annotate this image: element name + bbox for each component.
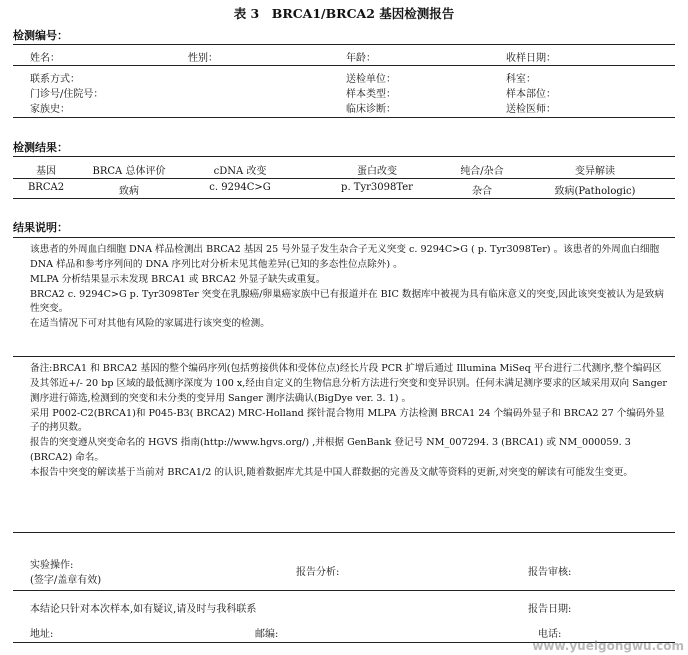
- patient-number-field: 门诊号/住院号：: [30, 89, 104, 100]
- divider: [13, 65, 675, 66]
- explanation-paragraph: 在适当情况下可对其他有风险的家属进行该突变的检测。: [30, 318, 270, 330]
- explanation-paragraph: MLPA 分析结果显示未发现 BRCA1 或 BRCA2 外显子缺失或重复。: [30, 273, 326, 285]
- age-field: 年龄：: [346, 53, 376, 64]
- signature-note: (签字/盖章有效): [30, 575, 102, 586]
- gender-field: 性别：: [188, 53, 218, 64]
- watermark: www.yueigongwu.com: [532, 639, 684, 653]
- department-field: 科室：: [506, 74, 536, 85]
- table-cell: 致病(Pathologic): [554, 186, 636, 197]
- sample-site-field: 样本部位：: [506, 89, 556, 100]
- table-header: 蛋白改变: [357, 166, 397, 177]
- results-label: 检测结果：: [13, 141, 68, 154]
- divider: [13, 44, 675, 45]
- notes-paragraph: 报告的突变遵从突变命名的 HGVS 指南(http://www.hgvs.org/) ,并根据 GenBank 登记号 NM_007294. 3 (BRCA1) 或 NM_000059. 3 (BRCA2) 命名。: [30, 437, 631, 464]
- divider: [13, 156, 675, 157]
- table-cell: c. 9294C>G: [209, 182, 271, 193]
- notes-paragraph: 采用 P002-C2(BRCA1)和 P045-B3( BRCA2) MRC-Holland 探针混合物用 MLPA 方法检测 BRCA1 24 个编码外显子和 BRCA2 27 个编码外显子的拷贝数。: [30, 407, 665, 434]
- divider: [13, 590, 675, 591]
- name-field: 姓名：: [30, 53, 60, 64]
- report-title: 表 3 BRCA1/BRCA2 基因检测报告: [233, 6, 455, 21]
- address-label: 地址:: [30, 629, 54, 640]
- table-header: cDNA 改变: [213, 166, 267, 177]
- family-history-field: 家族史：: [30, 104, 70, 115]
- divider: [13, 198, 675, 199]
- explanation-text: [30, 243, 670, 332]
- table-header: 变异解读: [575, 166, 615, 177]
- table-header: BRCA 总体评价: [92, 166, 166, 177]
- sending-unit-field: 送检单位：: [346, 74, 396, 85]
- experiment-label: 实验操作:: [30, 560, 74, 571]
- doctor-field: 送检医师：: [506, 104, 556, 115]
- table-cell: p. Tyr3098Ter: [341, 182, 413, 193]
- table-header: 纯合/杂合: [460, 166, 504, 177]
- notes-paragraph: 备注:BRCA1 和 BRCA2 基因的整个编码序列(包括剪接供体和受体位点)经长片段 PCR 扩增后通过 Illumina MiSeq 平台进行二代测序,整个编码区及其邻近+/- 20 bp 区域的最低测序深度为 100 x,经由自定义的生物信息分析方法进行突变和变异识别。任何未满足测序要求的区域采用双向 Sanger 测序进行筛选,检测到的突变和未分类的变异用 Sanger 测序法确认(BigDye ver. 3. 1) 。: [30, 363, 668, 404]
- divider: [13, 356, 675, 357]
- divider: [13, 117, 675, 118]
- explanation-paragraph: BRCA2 c. 9294C>G p. Tyr3098Ter 突变在乳腺癌/卵巢癌家族中已有报道并在 BIC 数据库中被视为具有临床意义的突变,因此该突变被认为是致病性突变。: [30, 288, 664, 315]
- contact-field: 联系方式：: [30, 74, 80, 85]
- receive-date-field: 收样日期：: [506, 53, 556, 64]
- divider: [13, 532, 675, 533]
- explanation-label: 结果说明：: [13, 221, 68, 234]
- table-header: 基因: [36, 166, 56, 177]
- notes-text: [30, 362, 670, 481]
- table-cell: BRCA2: [27, 182, 65, 193]
- report-date-label: 报告日期:: [528, 604, 572, 615]
- sample-type-field: 样本类型：: [346, 89, 396, 100]
- review-label: 报告审核:: [528, 567, 572, 578]
- diagnosis-field: 临床诊断：: [346, 104, 396, 115]
- disclaimer-text: 本结论只针对本次样本,如有疑议,请及时与我科联系: [30, 604, 257, 615]
- divider: [13, 237, 675, 238]
- sample-id-label: 检测编号：: [13, 29, 68, 42]
- notes-paragraph: 本报告中突变的解读基于当前对 BRCA1/2 的认识,随着数据库尤其是中国人群数据的完善及文献等资料的更新,对突变的解读有可能发生变更。: [30, 467, 634, 479]
- analysis-label: 报告分析:: [296, 567, 340, 578]
- table-cell: 杂合: [472, 186, 492, 197]
- phone-label: 电话:: [538, 629, 562, 640]
- table-cell: 致病: [119, 186, 139, 197]
- postcode-label: 邮编:: [255, 629, 279, 640]
- divider: [13, 178, 675, 179]
- explanation-paragraph: 该患者的外周血白细胞 DNA 样品检测出 BRCA2 基因 25 号外显子发生杂合子无义突变 c. 9294C>G ( p. Tyr3098Ter) 。该患者的外周血白细胞 DNA 样品和参考序列间的 DNA 序列比对分析未见其他差异(已知的多态性位点除外) 。: [30, 244, 660, 270]
